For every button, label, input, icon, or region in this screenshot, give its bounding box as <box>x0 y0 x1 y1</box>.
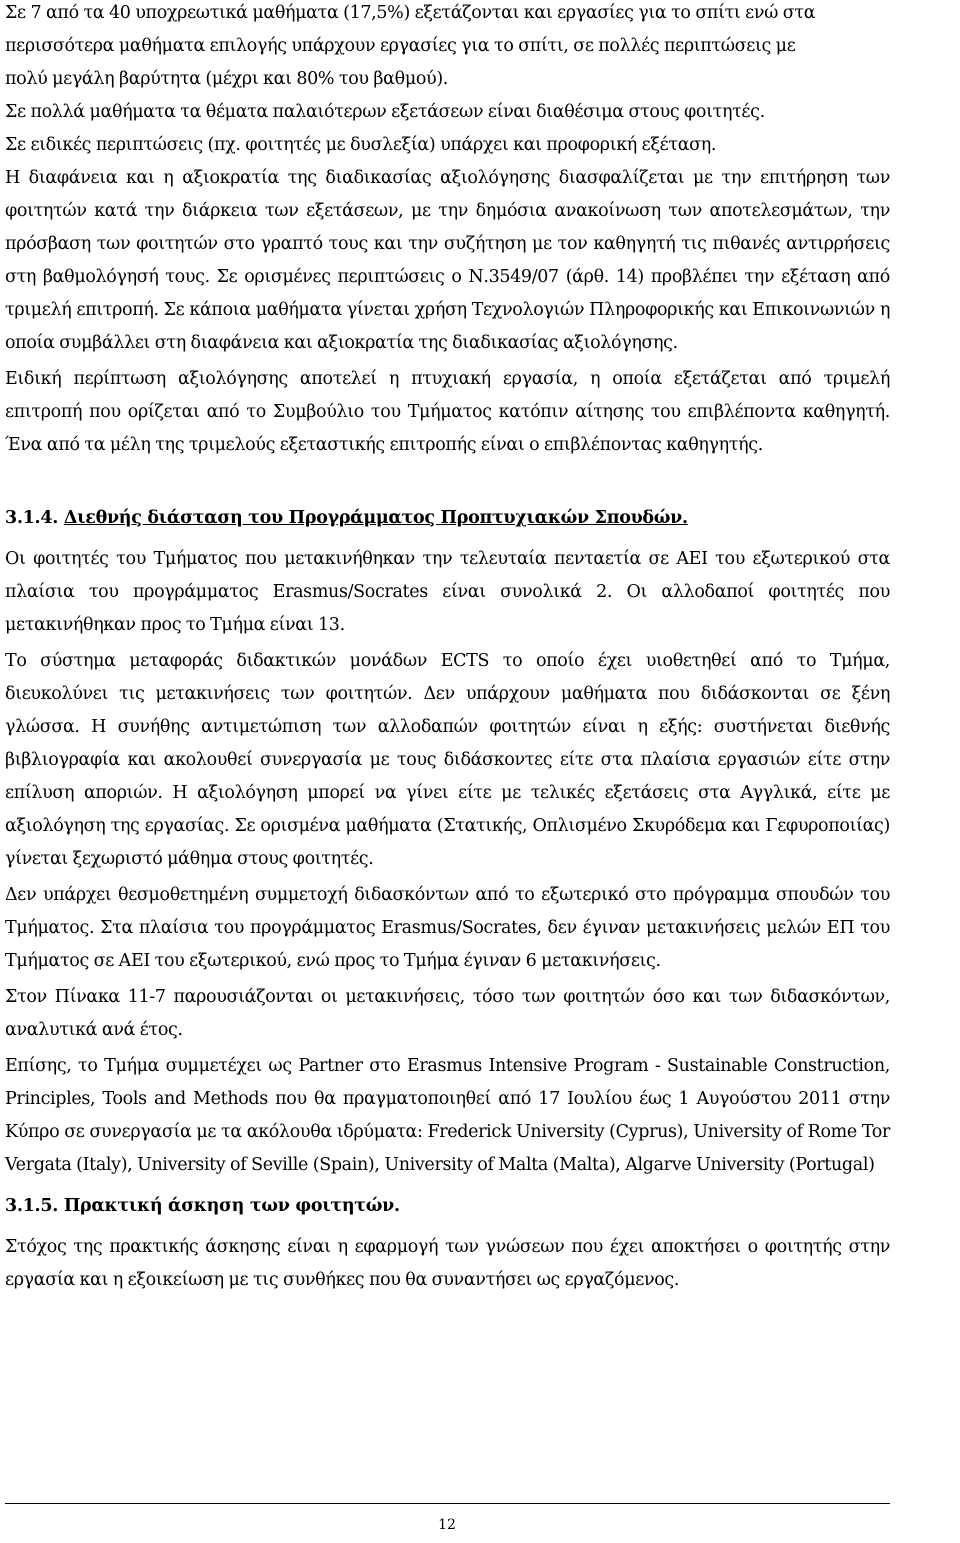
section-heading-practice <box>5 1190 890 1223</box>
intro-line: Σε πολλά μαθήματα τα θέματα παλαιότερων εξετάσεων είναι διαθέσιμα στους φοιτητές. <box>5 102 765 122</box>
paragraph-table-reference: Στον Πίνακα 11-7 παρουσιάζονται οι μετακινήσεις, τόσο των φοιτητών όσο και των διδασκόντων, αναλυτικά ανά έτος. <box>5 987 890 1040</box>
section-title: Πρακτική άσκηση των φοιτητών. <box>63 1196 400 1216</box>
document-page <box>5 0 890 1297</box>
section-number: 3.1.5. <box>5 1196 59 1216</box>
paragraph-partner: Επίσης, το Τμήμα συμμετέχει ως Partner στο Erasmus Intensive Program - Sustainable Construction, Principles, Tools and Methods που θα πραγματοποιηθεί από 17 Ιουλίου έως 1 Αυγούστου 2011 στην Κύπρο σε συνεργασία με τα ακόλουθα ιδρύματα: Frederick University (Cyprus), University of Rome Tor Vergata (Italy), University of Seville (Spain), University of Malta (Malta), Algarve University (Portugal) <box>5 1056 890 1175</box>
paragraph-mobility: Οι φοιτητές του Τμήματος που μετακινήθηκαν την τελευταία πενταετία σε ΑΕΙ του εξωτερικού στα πλαίσια του προγράμματος Erasmus/Socrates είναι συνολικά 2. Οι αλλοδαποί φοιτητές που μετακινήθηκαν προς το Τμήμα είναι 13. <box>5 549 890 635</box>
intro-line: περισσότερα μαθήματα επιλογής υπάρχουν εργασίες για το σπίτι, σε πολλές περιπτώσεις με <box>5 36 796 56</box>
section-title: Διεθνής διάσταση του Προγράμματος Προπτυχιακών Σπουδών. <box>63 508 688 528</box>
footer-divider <box>5 1503 890 1504</box>
page-number: 12 <box>438 1517 456 1533</box>
paragraph-transparency: Η διαφάνεια και η αξιοκρατία της διαδικασίας αξιολόγησης διασφαλίζεται με την επιτήρηση των φοιτητών κατά την διάρκεια των εξετάσεων, με την δημόσια ανακοίνωση των αποτελεσμάτων, την πρόσβαση των φοιτητών στο γραπτό τους και την συζήτηση με τον καθηγητή τις πιθανές αντιρρήσεις στη βαθμολόγησή τους. Σε ορισμένες περιπτώσεις ο Ν.3549/07 (άρθ. 14) προβλέπει την εξέταση από τριμελή επιτροπή. Σε κάποια μαθήματα γίνεται χρήση Τεχνολογιών Πληροφορικής και Επικοινωνιών η οποία συμβάλλει στη διαφάνεια και αξιοκρατία της διαδικασίας αξιολόγησης. <box>5 168 890 353</box>
paragraph-thesis: Ειδική περίπτωση αξιολόγησης αποτελεί η πτυχιακή εργασία, η οποία εξετάζεται από τριμελή επιτροπή που ορίζεται από το Συμβούλιο του Τμήματος κατόπιν αίτησης του επιβλέποντα καθηγητή. Ένα από τα μέλη της τριμελούς εξεταστικής επιτροπής είναι ο επιβλέποντας καθηγητής. <box>5 369 890 455</box>
paragraph-practice: Στόχος της πρακτικής άσκησης είναι η εφαρμογή των γνώσεων που έχει αποκτήσει ο φοιτητής στην εργασία και η εξοικείωση με τις συνθήκες που θα συναντήσει ως εργαζόμενος. <box>5 1237 890 1290</box>
paragraph-staff: Δεν υπάρχει θεσμοθετημένη συμμετοχή διδασκόντων από το εξωτερικό στο πρόγραμμα σπουδών του Τμήματος. Στα πλαίσια του προγράμματος Erasmus/Socrates, δεν έγιναν μετακινήσεις μελών ΕΠ του Τμήματος σε ΑΕΙ του εξωτερικού, ενώ προς το Τμήμα έγιναν 6 μετακινήσεις. <box>5 885 890 971</box>
intro-line: Σε ειδικές περιπτώσεις (πχ. φοιτητές με δυσλεξία) υπάρχει και προφορική εξέταση. <box>5 135 717 155</box>
paragraph-ects: Το σύστημα μεταφοράς διδακτικών μονάδων ECTS το οποίο έχει υιοθετηθεί από το Τμήμα, διευκολύνει τις μετακινήσεις των φοιτητών. Δεν υπάρχουν μαθήματα που διδάσκονται σε ξένη γλώσσα. Η συνήθης αντιμετώπιση των αλλοδαπών φοιτητών είναι η εξής: συστήνεται διεθνής βιβλιογραφία και ακολουθεί συνεργασία με τους διδάσκοντες είτε στα πλαίσια εργασιών είτε στην επίλυση αποριών. Η αξιολόγηση μπορεί να γίνει είτε με τελικές εξετάσεις στα Αγγλικά, είτε με αξιολόγηση της εργασίας. Σε ορισμένα μαθήματα (Στατικής, Οπλισμένο Σκυρόδεμα και Γεφυροποιίας) γίνεται ξεχωριστό μάθημα στους φοιτητές. <box>5 651 890 869</box>
intro-block <box>5 0 890 162</box>
section-heading-international <box>5 502 890 535</box>
intro-line: Σε 7 από τα 40 υποχρεωτικά μαθήματα (17,5%) εξετάζονται και εργασίες για το σπίτι ενώ στα <box>5 3 816 23</box>
section-number: 3.1.4. <box>5 508 59 528</box>
intro-line: πολύ μεγάλη βαρύτητα (μέχρι και 80% του βαθμού). <box>5 69 449 89</box>
